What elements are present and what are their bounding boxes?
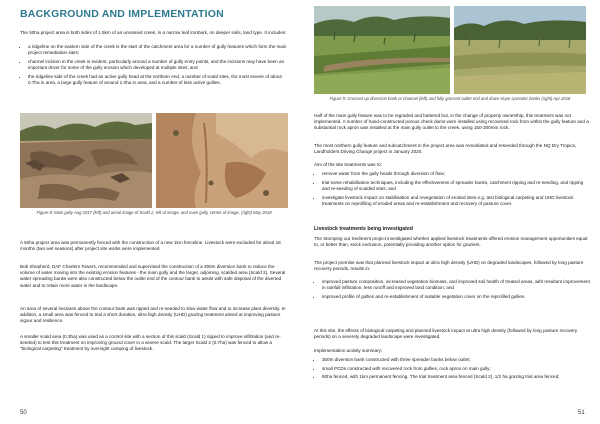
intro-paragraph: The 50ha project area is both sides of 1.5km of an unnamed creek, in a narrow leaf ironbark, on deeper soils, land type. It includes: (20, 30, 287, 35)
site-effects-paragraph: At this site, the effects of biological carpeting and planned livestock impact at ultra high density (followed by long pasture recovery periods) on a severely degraded landscape were investigated. (314, 328, 578, 340)
list-item: • small PCDs constructed with recovered rock from gullies, rock apron on main gully; (322, 366, 592, 372)
main-gully-photo (20, 113, 152, 208)
list-item: • investigate livestock impact on stabilisation and revegetation of eroded sites e.g. test biological carpeting and UHD livestock treatments on reprofiling of eroded areas and re-establishment and recovery of pasture cover. (322, 195, 592, 207)
regrade-paragraph: Half of the main gully feature was to be regraded and battered but, in the change of property ownership, this treatment was not implemented. A number of hand-constructed porous check dams were installed using recovered rock from within the gully feature and a substantial rock apron was installed at the main gully outlet to the creek, using 150-300mm rock. (314, 113, 589, 131)
list-item: • trial some rehabilitation techniques, including the effectiveness of spreader banks, catchment ripping and re-seeding, and ripping and re-seeding of scalded sites; and (322, 180, 592, 192)
list-item: • a ridgeline on the eastern side of the creek is the start of the catchment area for a number of gully features which form the main project remediation sites; (28, 44, 290, 56)
premise-list (314, 279, 592, 303)
aim-intro: Aim of the site treatments was to: (314, 162, 382, 167)
premise-paragraph: The project premise was that planned livestock impact at ultra high density (UHD) on degraded landscapes, followed by long pasture recovery periods, results in: (314, 260, 584, 272)
figure-8-caption: Figure 8: Main gully Aug 2017 (left) and aerial image of Scald 2, left of image, and main gully, centre of image, (right) May 2018 (36, 210, 272, 215)
section-heading: BACKGROUND AND IMPLEMENTATION (20, 8, 224, 20)
list-item: • channel incision in the creek is evident, particularly around a number of gully entry points, and the incisions may have been an important driver for some of the gully erosion which developed at multiple sites; and (28, 59, 290, 71)
diversion-bank-photo (314, 6, 450, 94)
northern-gully-paragraph: The most northern gully feature and subcatchment in the project area was remediated and reseeded through the NQ Dry Tropics, Landholders Driving Change project in January 2020. (314, 143, 577, 155)
spreader-banks-photo (454, 6, 586, 94)
list-item: • improved pasture composition, increased vegetation biomass, and improved soil health of treated areas, with resultant improvement in rainfall infiltration, less runoff and improved land condition; and (322, 279, 592, 291)
aim-list (314, 171, 592, 210)
stomping-paragraph: The Stomping out Sediment project investigated whether applied livestock treatments offered erosion management opportunities equal to, or better than, stock exclusion, potentially providing another option for graziers. (314, 236, 588, 248)
summary-list (314, 357, 592, 383)
list-item: • 50ha fenced, with 1km permanent fencing. The trial treatment area fenced (Scald 2), 1/2 ha grazing trial area fenced; (322, 374, 592, 380)
site-features-list (20, 44, 290, 89)
scald-paragraph: A smaller scald area (0.3ha) was used as a control site with a section of this scald (Scald 1) ripped to improve infiltration (and re-seeded) to test this treatment on improving ground cover in a severe scald. The larger Scald 2 (0.7ha) was fenced to allow a "biological carpeting" treatment by overnight camping of livestock. (20, 334, 281, 352)
page-number-right: 51 (578, 410, 585, 416)
fencing-paragraph: A 50ha project area was permanently fenced with the construction of a new 1km fenceline. Livestock were excluded for about 18 months (two wet seasons) after project site works were implemented. (20, 240, 281, 252)
diversion-bank-paragraph: Bob Shepherd, DAF Charters Towers, recommended and supervised the construction of a 300m diversion bank to reduce the volume of water moving into the existing erosion features - the main gully and the larger, adjoining, scalded area (Scald 2). Several water spreading banks were also constructed below the outlet end of the contour bank to assist with safe disposal of the diverted water and to retain more water in the landscape. (20, 264, 286, 288)
ripping-paragraph: An area of several hectares above the contour bank was ripped and re-seeded to slow water flow and to increase plant diversity. In addition, a small area was fenced to trial a short duration, ultra high density (UHD) grazing treatment aimed at improving pasture vigour and resilience. (20, 306, 286, 324)
summary-intro: Implementation activity summary: (314, 348, 383, 353)
list-item: • 300m diversion bank constructed with three spreader banks below outlet; (322, 357, 592, 363)
right-page (300, 0, 600, 424)
page-number-left: 50 (20, 410, 27, 416)
list-item: • the ridgeline side of the creek had an active gully head at the northern end, a number of scald sites, the most severe of about 0.7ha in area, a large gully feature of around 1.0ha in area, and a number of less active gullies. (28, 74, 290, 86)
livestock-subheading: Livestock treatments being investigated (314, 226, 413, 232)
list-item: • remove water from the gully heads through diversion of flow; (322, 171, 592, 177)
aerial-scald-photo (156, 113, 288, 208)
list-item: • improved profile of gullies and re-establishment of suitable vegetation cover on the reprofiled gullies. (322, 294, 592, 300)
figure-9-caption: Figure 9: Grassed up diversion bank or channel (left) and fully grassed outlet end and down slope spreader banks (right) Apr 2018 (329, 96, 571, 101)
